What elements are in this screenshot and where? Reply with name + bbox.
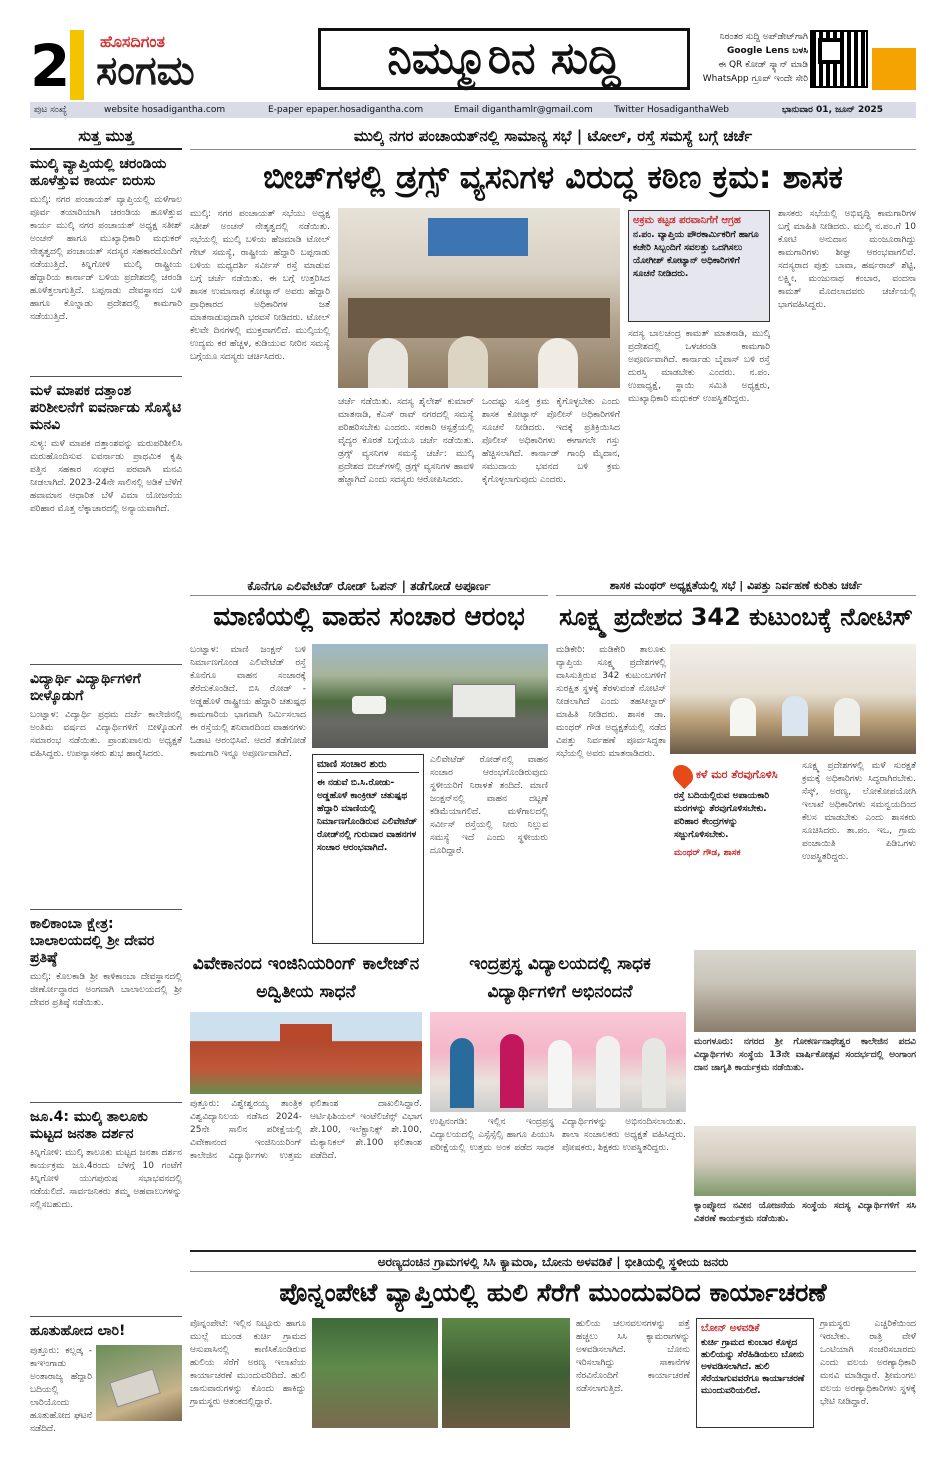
felicitation-photo xyxy=(430,1012,686,1112)
quote-title: ಕಳೆ ಮರ ತೆರವುಗೊಳಿಸಿ xyxy=(696,768,778,781)
epaper-link[interactable]: E-paper epaper.hosadigantha.com xyxy=(268,105,424,115)
story5-body: ಉಪ್ಪಿನಂಗಡಿ: ಇಲ್ಲಿನ ಇಂದ್ರಪ್ರಸ್ಥ ವಿದ್ಯಾಲಯದಲ್ಲಿ ಎಸ್ಸೆಸ್ಸೆಲ್ಸಿ ಹಾಗೂ ಪಿಯುಸಿ ಪರೀಕ್ಷೆಯಲ್ಲಿ ಉತ್ತಮ ಅಂಕ ಪಡೆದ ಸಾಧಕ ವಿದ್ಯಾರ್ಥಿಗಳನ್ನು ಅಭಿನಂದಿಸಲಾಯಿತು. ಶಾಲಾ ಸಂಚಾಲಕರು ಅಧ್ಯಕ್ಷತೆ ವಹಿಸಿದ್ದರು. ಪೋಷಕರು, ಶಿಕ್ಷಕರು ಉಪಸ್ಥಿತರಿದ್ದರು. xyxy=(430,1117,686,1153)
story2-column: ಬಂಟ್ವಾಳ: ಮಾಣಿ ಜಂಕ್ಷನ್ ಬಳಿ ನಿರ್ಮಾಣಗೊಂಡ ಎಲಿವೇಟೆಡ್ ರಸ್ತೆ ಕೊನೆಗೂ ವಾಹನ ಸಂಚಾರಕ್ಕೆ ತೆರೆದುಕೊಂಡಿದೆ. ಬಿಸಿ ರೋಡ್ - ಅಡ್ಡಹೊಳೆ ರಾಷ್ಟ್ರೀಯ ಹೆದ್ದಾರಿ ಚತುಷ್ಪಥ ಕಾಮಗಾರಿಯ ಭಾಗವಾಗಿ ನಿರ್ಮಿಸಲಾದ ಈ ರಸ್ತೆಯಲ್ಲಿ ಶನಿವಾರದಿಂದ ವಾಹನಗಳು ಓಡಾಟ ಆರಂಭಿಸಿವೆ. ಆದರೆ ತಡೆಗೋಡೆ ಕಾಮಗಾರಿ ಇನ್ನೂ ಅಪೂರ್ಣವಾಗಿದೆ. xyxy=(190,645,306,759)
qr-line: Google Lens ಬಳಸಿ xyxy=(726,46,808,56)
lorry-photo xyxy=(96,1345,182,1421)
story6-body: ಮಂಗಳೂರು: ನಗರದ ಶ್ರೀ ಗೋಕರ್ಣನಾಥೇಶ್ವರ ಕಾಲೇಜಿನ ಪದವಿ ವಿದ್ಯಾರ್ಥಿಗಳು ಸಂಸ್ಥೆಯ 13ನೇ ವಾರ್ಷಿಕೋತ್ಸವ ಸಂದರ್ಭದಲ್ಲಿ ಅಂಗಾಂಗ ದಾನ ಜಾಗೃತಿ ಕಾರ್ಯಕ್ರಮ ನಡೆಯಿತು. xyxy=(694,1037,916,1073)
story7-box xyxy=(696,1318,814,1428)
story2-box-title: ಮಾಣಿ ಸಂಚಾರ ಶುರು xyxy=(317,759,419,773)
story2-headline: ಮಾಣಿಯಲ್ಲಿ ವಾಹನ ಸಂಚಾರ ಆರಂಭ xyxy=(213,602,525,632)
story7-column: ಹುಲಿಯ ಚಲನವಲನಗಳನ್ನು ಪತ್ತೆ ಹಚ್ಚಲು ಸಿಸಿ ಕ್ಯಾಮರಾಗಳನ್ನು ಅಳವಡಿಸಲಾಗಿದೆ. ಬೋನು ಇರಿಸಲಾಗಿದ್ದು ಸಾಕಾನೆಗಳ ನೆರವಿನೊಂದಿಗೆ ಕಾರ್ಯಾಚರಣೆ ನಡೆಸಲಾಗುತ್ತಿದೆ. xyxy=(576,1319,690,1394)
qr-line: ನಿರಂತರ ಸುದ್ದಿ ಅಪ್‌ಡೇಟ್‌ಗಾಗಿ xyxy=(719,32,808,42)
website-link[interactable]: website hosadigantha.com xyxy=(104,105,226,115)
page-number: 2 xyxy=(30,32,71,100)
sapling-photo xyxy=(694,1126,916,1196)
story4-body: ಪುತ್ತೂರು: ವಿಶ್ವೇಶ್ವರಯ್ಯ ತಾಂತ್ರಿಕ ವಿಶ್ವವಿದ್ಯಾನಿಲಯ ನಡೆಸಿದ 2024-25ನೇ ಸಾಲಿನ ಪರೀಕ್ಷೆಯಲ್ಲಿ ವಿವೇಕಾನಂದ ಇಂಜಿನಿಯರಿಂಗ್ ಕಾಲೇಜಿನ ವಿದ್ಯಾರ್ಥಿಗಳು ಉತ್ತಮ ಫಲಿತಾಂಶ ದಾಖಲಿಸಿದ್ದಾರೆ. ಆರ್ಟಿಫಿಶಿಯಲ್ ಇಂಟೆಲಿಜೆನ್ಸ್ ವಿಭಾಗ ಶೇ.100, ಇಲೆಕ್ಟ್ರಾನಿಕ್ಸ್ ಶೇ.100, ಮೆಕ್ಯಾನಿಕಲ್ ಶೇ.100 ಫಲಿತಾಂಶ ಪಡೆದಿದೆ. xyxy=(190,1099,422,1161)
sidebar-story-title: ಜೂ.4: ಮುಲ್ಕಿ ತಾಲೂಕು ಮಟ್ಟದ ಜನತಾ ದರ್ಶನ xyxy=(30,1109,148,1142)
lead-column: ಚರ್ಚೆ ನಡೆಯಿತು. ಸದಸ್ಯ ಶೈಲೇಶ್ ಕುಮಾರ್ ಮಾತನಾಡಿ, ಕೆಎಸ್ ರಾವ್ ನಗರದಲ್ಲಿ ಸಮಸ್ಯೆ ಪರಿಹರಿಸಬೇಕು ಎಂದರು. ಸರಕಾರಿ ಆಸ್ಪತ್ರೆಯಲ್ಲಿ ವೈದ್ಯರ ಕೊರತೆ ಬಗ್ಗೆಯೂ ಚರ್ಚೆ ನಡೆಯಿತು. ಡ್ರಗ್ಸ್ ವ್ಯಸನಿಗಳ ಸಮಸ್ಯೆ ಚರ್ಚೆ: ಮುಲ್ಕಿ ಪ್ರದೇಶದ ಬೀಚ್‌ಗಳಲ್ಲಿ ಡ್ರಗ್ಸ್ ವ್ಯಸನಿಗಳ ಹಾವಳಿ ಹೆಚ್ಚಾಗಿದೆ ಎಂದು ಸದಸ್ಯರು ಆರೋಪಿಸಿದರು. xyxy=(338,397,474,485)
lead-sidebox-title: ಅಕ್ರಮ ಕಟ್ಟಡ ಪರವಾನಿಗೆಗೆ ಆಗ್ರಹ xyxy=(633,215,741,226)
sidebar-story-body: ಸುಳ್ಯ: ಮಳೆ ಮಾಪಕ ದತ್ತಾಂಶವನ್ನು ಮರುಪರಿಶೀಲಿಸಿ ಮರುಹೊಂದಿಸುವ ಐವರ್ನಾಡು ಪ್ರಾಥಮಿಕ ಕೃಷಿ ಪತ್ತಿನ ಸಹಕಾರ ಸಂಘದ ಪರವಾಗಿ ಮನವಿ ನೀಡಲಾಗಿದೆ. 2023-24ನೇ ಸಾಲಿನಲ್ಲಿ ಅಡಿಕೆ ಬೆಳೆಗೆ ಹವಾಮಾನ ಆಧಾರಿತ ಬೆಳೆ ವಿಮಾ ಯೋಜನೆಯ ಪರಿಹಾರ ಮೊತ್ತ ಲೆಕ್ಕಾಚಾರದಲ್ಲಿ ಅನ್ಯಾಯವಾಗಿದೆ. xyxy=(30,439,182,514)
masthead-orange-tab xyxy=(872,48,916,90)
lead-headline: ಬೀಚ್‌ಗಳಲ್ಲಿ ಡ್ರಗ್ಸ್ ವ್ಯಸನಿಗಳ ವಿರುದ್ಧ ಕಠಿಣ ಕ್ರಮ: ಶಾಸಕ xyxy=(263,158,843,196)
twitter-link[interactable]: Twitter HosadiganthaWeb xyxy=(614,105,730,115)
sidebar-story xyxy=(30,376,182,654)
qr-line: ಈ QR ಕೋಡ್ ಸ್ಕ್ಯಾನ್ ಮಾಡಿ xyxy=(718,60,808,70)
story4-headline: ವಿವೇಕಾನಂದ ಇಂಜಿನಿಯರಿಂಗ್ ಕಾಲೇಜ್‌ನ ಅದ್ವಿತೀಯ ಸಾಧನೆ xyxy=(192,954,420,1002)
sidebar-story-body: ಮುಲ್ಕಿ: ಕೊಲಕಾಡಿ ಶ್ರೀ ಕಾಳಿಕಾಂಬಾ ದೇವಸ್ಥಾನದಲ್ಲಿ ಜೀರ್ಣೋದ್ಧಾರದ ಅಂಗವಾಗಿ ಬಾಲಾಲಯದಲ್ಲಿ ಶ್ರೀ ದೇವರ ಪ್ರತಿಷ್ಠೆ ನಡೆಯಿತು. xyxy=(30,972,182,1008)
forest-team-photo xyxy=(312,1318,438,1428)
sidebar xyxy=(30,124,182,1434)
lead-sidebox-body: ನ.ಪಂ. ವ್ಯಾಪ್ತಿಯ ಪೌರಕಾರ್ಮಿಕರಿಗೆ ಹಾಗೂ ಕಚೇರಿ ಸಿಬ್ಬಂದಿಗೆ ಸವಲತ್ತು ಒದಗಿಸಲು ಯೋಗೀಶ್ ಕೋಟ್ಯಾನ್ ಅಧಿಕಾರಿಗಳಿಗೆ ಸೂಚನೆ ನೀಡಿದರು. xyxy=(633,230,759,279)
story7-column: ಗ್ರಾಮಸ್ಥರು ಎಚ್ಚರಿಕೆಯಿಂದ ಇರಬೇಕು. ರಾತ್ರಿ ವೇಳೆ ಒಂಟಿಯಾಗಿ ಸಂಚರಿಸಬಾರದು ಎಂದು ವಲಯ ಅರಣ್ಯಾಧಿಕಾರಿ ಮನವಿ ಮಾಡಿದ್ದಾರೆ. ಶ್ರೀಮಂಗಲ ವಲಯ ಅರಣ್ಯಾಧಿಕಾರಿಗಳು ಸ್ಥಳಕ್ಕೆ ಭೇಟಿ ನೀಡಿದ್ದಾರೆ. xyxy=(820,1319,916,1407)
supplement-title: ನಿಮ್ಮೂರಿನ ಸುದ್ದಿ xyxy=(318,28,690,90)
sidebar-story xyxy=(30,909,182,1095)
issue-date: ಭಾನುವಾರ 01, ಜೂನ್ 2025 xyxy=(782,105,884,115)
brand-small: ಹೊಸದಿಗಂತ xyxy=(100,32,165,51)
story7-box-body: ಕುರ್ಚಿ ಗ್ರಾಮದ ಕುಂಬಾರ ಕೊಳ್ಳದ ಹುಲಿಯನ್ನು ಸೆರೆಹಿಡಿಯಲು ಬೋನು ಅಳವಡಿಸಲಾಗಿದೆ. ಹುಲಿ ಸೆರೆಯಾಗುವವರೆಗೂ ಕಾರ್ಯಾಚರಣೆ ಮುಂದುವರಿಯಲಿದೆ. xyxy=(701,1338,805,1396)
story3-column: ಮಡಿಕೇರಿ: ಮಡಿಕೇರಿ ತಾಲೂಕು ವ್ಯಾಪ್ತಿಯ ಸೂಕ್ಷ್ಮ ಪ್ರದೇಶಗಳಲ್ಲಿ ವಾಸಿಸುತ್ತಿರುವ 342 ಕುಟುಂಬಗಳಿಗೆ ಸುರಕ್ಷಿತ ಸ್ಥಳಕ್ಕೆ ತೆರಳುವಂತೆ ನೋಟಿಸ್ ನೀಡಲಾಗಿದೆ ಎಂದು ತಹಸೀಲ್ದಾರ್ ಮಾಹಿತಿ ನೀಡಿದರು. ಶಾಸಕ ಡಾ. ಮಂಥರ್ ಗೌಡ ಅಧ್ಯಕ್ಷತೆಯಲ್ಲಿ ನಡೆದ ವಿಪತ್ತು ನಿರ್ವಹಣೆ ಪೂರ್ವಸಿದ್ಧತಾ ಸಭೆಯಲ್ಲಿ ಅವರು ಮಾತನಾಡಿದರು. xyxy=(556,645,666,759)
college-photo xyxy=(190,1012,422,1094)
lead-column: ಒಂದಷ್ಟು ಸೂಕ್ತ ಕ್ರಮ ಕೈಗೊಳ್ಳಬೇಕು ಎಂದು ಶಾಸಕ ಕೋಟ್ಯಾನ್ ಪೊಲೀಸ್ ಅಧಿಕಾರಿಗಳಿಗೆ ಸೂಚನೆ ನೀಡಿದರು. ಇದಕ್ಕೆ ಪ್ರತಿಕ್ರಿಯಿಸಿದ ಪೊಲೀಸ್ ಅಧಿಕಾರಿಗಳು ಈಗಾಗಲೇ ಗಸ್ತು ಹೆಚ್ಚಿಸಲಾಗಿದೆ. ಕಾರ್ನಾಡ್ ಗಾಂಧಿ ಮೈದಾನ, ಸಮುದಾಯ ಭವನದ ಬಳಿ ಕ್ರಮ ಕೈಗೊಳ್ಳಲಾಗುವುದು ಎಂದರು. xyxy=(482,397,620,485)
sidebar-story-title: ವಿದ್ಯಾರ್ಥಿ ವಿದ್ಯಾರ್ಥಿಗಳಿಗೆ ಬೀಳ್ಕೊಡುಗೆ xyxy=(30,671,141,704)
story3-quote xyxy=(670,760,796,944)
lead-sidebox xyxy=(628,210,770,322)
quote-body: ರಸ್ತೆ ಬದಿಯಲ್ಲಿರುವ ಅಪಾಯಕಾರಿ ಮರಗಳನ್ನು ತೆರವುಗೊಳಿಸಬೇಕು. ಪರಿಹಾರ ಕೇಂದ್ರಗಳನ್ನು ಸಜ್ಜುಗೊಳಿಸಬೇಕು. xyxy=(674,791,770,840)
sidebar-story-title: ಮಳೆ ಮಾಪಕ ದತ್ತಾಂಶ ಪರಿಶೀಲನೆಗೆ ಐವರ್ನಾಡು ಸೊಸೈಟಿ ಮನವಿ xyxy=(30,383,182,433)
sidebar-section-title: ಸುತ್ತ ಮುತ್ತ xyxy=(78,127,134,145)
sidebar-story-title: ಹೂತುಹೋದ ಲಾರಿ! xyxy=(30,1323,126,1339)
email-link[interactable]: Email diganthamlr@gmail.com xyxy=(454,105,593,115)
college-group-photo xyxy=(694,950,916,1032)
sidebar-story-body: ಬಂಟ್ವಾಳ: ವಿದ್ಯಾರ್ಥಿ ಪ್ರಥಮ ದರ್ಜೆ ಕಾಲೇಜಿನಲ್ಲಿ ಅಂತಿಮ ವರ್ಷದ ವಿದ್ಯಾರ್ಥಿಗಳಿಗೆ ಬೀಳ್ಕೊಡುಗೆ ಸಮಾರಂಭ ನಡೆಯಿತು. ಪ್ರಾಂಶುಪಾಲರು ಅಧ್ಯಕ್ಷತೆ ವಹಿಸಿದ್ದರು. ಉಪನ್ಯಾಸಕರು ಶುಭ ಹಾರೈಸಿದರು. xyxy=(30,710,182,759)
story3-column: ಸೂಕ್ಷ್ಮ ಪ್ರದೇಶಗಳಲ್ಲಿ ಮಳೆ ಸುರಕ್ಷತೆ ಕ್ರಮಕ್ಕೆ ಅಧಿಕಾರಿಗಳು ಸಿದ್ಧರಾಗಿರಬೇಕು. ಸೆಸ್ಕ್, ಅರಣ್ಯ, ಲೋಕೋಪಯೋಗಿ ಇಲಾಖೆ ಅಧಿಕಾರಿಗಳು ಸಮನ್ವಯದಿಂದ ಕೆಲಸ ಮಾಡಬೇಕು ಎಂದು ಶಾಸಕರು ಸೂಚಿಸಿದರು. ತಾ.ಪಂ. ಇಒ, ಗ್ರಾಮ ಪಂಚಾಯಿತಿ ಪಿಡಿಒಗಳು ಉಪಸ್ಥಿತರಿದ್ದರು. xyxy=(802,761,916,862)
story2-column: ಎಲಿವೇಟೆಡ್ ರೋಡ್‌ನಲ್ಲಿ ವಾಹನ ಸಂಚಾರ ಆರಂಭಗೊಂಡಿರುವುದು ಸ್ಥಳೀಯರಿಗೆ ನಿರಾಳತೆ ತಂದಿದೆ. ಮಾಣಿ ಜಂಕ್ಷನ್‌ನಲ್ಲಿ ವಾಹನ ದಟ್ಟಣೆ ಕಡಿಮೆಯಾಗಲಿದೆ. ಮಳೆಗಾಲದಲ್ಲಿ ಸರ್ವೀಸ್ ರಸ್ತೆಯಲ್ಲಿ ನೀರು ನಿಲ್ಲುವ ಸಮಸ್ಯೆ ಇದೆ ಎಂದು ಸ್ಥಳೀಯರು ದೂರಿದ್ದಾರೆ. xyxy=(430,755,548,856)
qr-code-icon[interactable] xyxy=(810,30,868,88)
masthead xyxy=(0,0,945,100)
sidebar-story xyxy=(30,664,182,902)
sidebar-story xyxy=(30,156,182,366)
story3-kicker-row xyxy=(556,576,916,596)
story2-kicker-row xyxy=(190,576,548,596)
lead-column: ಶಾಸಕರು ಸಭೆಯಲ್ಲಿ ಅಭಿವೃದ್ಧಿ ಕಾಮಗಾರಿಗಳ ಬಗ್ಗೆ ಮಾಹಿತಿ ನೀಡಿದರು. ಮುಲ್ಕಿ ನ.ಪಂ.ಗೆ 10 ಕೋಟಿ ಅನುದಾನ ಮಂಜೂರಾಗಿದ್ದು ಕಾಮಗಾರಿಗಳು ಶೀಘ್ರ ಆರಂಭವಾಗಲಿವೆ. ಸದಸ್ಯರಾದ ಪುತ್ತು ಬಾವಾ, ಹರ್ಷರಾಜ್ ಶೆಟ್ಟಿ, ಲಕ್ಷ್ಮೀ, ಮಂಜುನಾಥ ಕಂಬಾರ, ವಂದನಾ ಕಾಮತ್ ಮೊದಲಾದವರು ಚರ್ಚೆಯಲ್ಲಿ ಭಾಗವಹಿಸಿದ್ದರು. xyxy=(778,209,916,310)
page-label: ಪುಟ ಸಂಖ್ಯೆ xyxy=(34,105,67,115)
sidebar-story-body: ಪುತ್ತೂರು: ಕಲ್ಲಡ್ಕ - ಕಾಞಂಗಾಡು ಅಂತಾರಾಜ್ಯ ಹೆದ್ದಾರಿ ಬದಿಯಲ್ಲಿ ಲಾರಿಯೊಂದು ಹೂತುಹೋದ ಘಟನೆ ನಡೆದಿದೆ. xyxy=(30,1346,92,1434)
meeting-photo xyxy=(670,644,916,754)
story7-column: ಪೊನ್ನಂಪೇಟೆ: ಇಲ್ಲಿನ ನಿಟ್ಟೂರು ಹಾಗೂ ಮುಲ್ಲೆ ಮುಂಡ ಕುರ್ಚಿ ಗ್ರಾಮದ ಆಸುಪಾಸಿನಲ್ಲಿ ಕಾಣಿಸಿಕೊಂಡಿರುವ ಹುಲಿಯ ಸೆರೆಗೆ ಅರಣ್ಯ ಇಲಾಖೆಯ ಕಾರ್ಯಾಚರಣೆ ಮುಂದುವರಿದಿದೆ. ಹುಲಿ ಜಾನುವಾರುಗಳನ್ನು ಕೊಂದು ಹಾಕಿದ್ದು ಗ್ರಾಮಸ್ಥರು ಆತಂಕದಲ್ಲಿದ್ದಾರೆ. xyxy=(190,1319,306,1407)
sidebar-story-title: ಕಾಲಿಕಾಂಬಾ ಕ್ಷೇತ್ರ: ಬಾಲಾಲಯದಲ್ಲಿ ಶ್ರೀ ದೇವರ ಪ್ರತಿಷ್ಠೆ xyxy=(30,916,155,966)
story3-kicker: ಶಾಸಕ ಮಂಥರ್ ಅಧ್ಯಕ್ಷತೆಯಲ್ಲಿ ಸಭೆ | ವಿಪತ್ತು ನಿರ್ವಹಣೆ ಕುರಿತು ಚರ್ಚೆ xyxy=(609,579,863,592)
sidebar-story xyxy=(30,1316,182,1434)
info-strip xyxy=(30,102,916,118)
lead-column: ಸದಸ್ಯ ಬಾಲಚಂದ್ರ ಕಾಮತ್ ಮಾತನಾಡಿ, ಮುಲ್ಕಿ ಪ್ರದೇಶದಲ್ಲಿ ಒಳಚರಂಡಿ ಕಾಮಗಾರಿ ಅಪೂರ್ಣವಾಗಿದೆ. ಕಾರ್ನಾಡು ಬೈಪಾಸ್ ಬಳಿ ರಸ್ತೆ ದುರಸ್ತಿ ಮಾಡಬೇಕು ಎಂದರು. ನ.ಪಂ. ಉಪಾಧ್ಯಕ್ಷೆ, ಸ್ಥಾಯಿ ಸಮಿತಿ ಅಧ್ಯಕ್ಷರು, ಮುಖ್ಯಾಧಿಕಾರಿ ಮಧುಕರ್ ಉಪಸ್ಥಿತರಿದ್ದರು. xyxy=(628,329,770,404)
sidebar-story-body: ಕಿನ್ನಿಗೋಳಿ: ಮುಲ್ಕಿ ತಾಲೂಕು ಮಟ್ಟದ ಜನತಾ ದರ್ಶನ ಕಾರ್ಯಕ್ರಮ ಜೂ.4ರಂದು ಬೆಳಗ್ಗೆ 10 ಗಂಟೆಗೆ ಕಿನ್ನಿಗೋಳಿ ಯುಗಪುರುಷ ಸಭಾಭವನದಲ್ಲಿ ನಡೆಯಲಿದೆ. ಸಾರ್ವಜನಿಕರು ತಮ್ಮ ಅಹವಾಲುಗಳನ್ನು ಸಲ್ಲಿಸಬಹುದು. xyxy=(30,1148,182,1210)
story7-kicker-row xyxy=(190,1250,916,1272)
lead-meeting-photo xyxy=(338,208,620,388)
quote-author: ಮಂಥರ್ ಗೌಡ, ಶಾಸಕ xyxy=(674,848,741,858)
lead-kicker-row xyxy=(190,124,916,150)
brand-main: ಸಂಗಮ xyxy=(96,48,195,94)
story2-box xyxy=(312,754,424,944)
story5-headline: ಇಂದ್ರಪ್ರಸ್ಥ ವಿದ್ಯಾಲಯದಲ್ಲಿ ಸಾಧಕ ವಿದ್ಯಾರ್ಥಿಗಳಿಗೆ ಅಭಿನಂದನೆ xyxy=(469,954,651,1002)
story6-caption: ಕ್ಯಾಂಪ್ಕೋದ ನವೀನ ಯೋಜನೆಯ ಸಂಸ್ಥೆಯ ಸದಸ್ಯ ವಿದ್ಯಾರ್ಥಿಗಳಿಗೆ ಸಸಿ ವಿತರಣೆ ಕಾರ್ಯಕ್ರಮ ನಡೆಯಿತು. xyxy=(694,1201,916,1224)
story2-box-body: ಈ ನಡುವೆ ಬಿ.ಸಿ.ರೋಡು-ಅಡ್ಡಹೊಳೆ ಕಾಂಕ್ರೀಟ್ ಚತುಷ್ಪಥ ಹೆದ್ದಾರಿ ಮಾಣಿಯಲ್ಲಿ ನಿರ್ಮಾಣಗೊಂಡಿರುವ ಎಲಿವೇಟೆಡ್ ರೋಡ್‌ನಲ್ಲಿ ಗುರುವಾರ ವಾಹನಗಳ ಸಂಚಾರ ಆರಂಭವಾಗಿದೆ. xyxy=(317,778,418,853)
mani-road-photo xyxy=(312,644,548,748)
story2-kicker: ಕೊನೆಗೂ ಎಲಿವೇಟೆಡ್ ರೋಡ್ ಓಪನ್ | ತಡೆಗೋಡೆ ಅಪೂರ್ಣ xyxy=(247,579,491,593)
story7-box-title: ಬೋನ್ ಅಳವಡಿಕೆ xyxy=(701,1323,760,1334)
sidebar-header xyxy=(30,124,182,150)
forest-photo xyxy=(442,1318,570,1428)
quote-header xyxy=(674,764,792,786)
story7-headline: ಪೊನ್ನಂಪೇಟೆ ವ್ಯಾಪ್ತಿಯಲ್ಲಿ ಹುಲಿ ಸೆರೆಗೆ ಮುಂದುವರಿದ ಕಾರ್ಯಾಚರಣೆ xyxy=(279,1278,827,1307)
lead-column: ಮುಲ್ಕಿ: ನಗರ ಪಂಚಾಯತ್ ಸಭೆಯು ಅಧ್ಯಕ್ಷ ಸತೀಶ್ ಅಂಚನ್ ನೇತೃತ್ವದಲ್ಲಿ ನಡೆಯಿತು. ಸಭೆಯಲ್ಲಿ ಮುಲ್ಕಿ ಬಳಿಯ ಹೆಜಮಾಡಿ ಟೋಲ್ ಗೇಟ್ ಸಮಸ್ಯೆ, ರಾಷ್ಟ್ರೀಯ ಹೆದ್ದಾರಿ ಬಪ್ಪನಾಡು ಬಳಿಯ ಮಧ್ಯದರ್ಶಿ ಸರ್ವೀಸ್ ರಸ್ತೆ ಮಾಡುವ ಬಗ್ಗೆ ಚರ್ಚೆ ನಡೆಯಿತು. ಈ ಬಗ್ಗೆ ಉತ್ತರಿಸಿದ ಶಾಸಕ ಉಮಾನಾಥ ಕೋಟ್ಯಾನ್ ಅವರು ಹೆದ್ದಾರಿ ಪ್ರಾಧಿಕಾರದ ಅಧಿಕಾರಿಗಳ ಜತೆ ಮಾತನಾಡುವುದಾಗಿ ಭರವಸೆ ನೀಡಿದರು. ಟೋಲ್ ಕೆಲವೇ ದಿನಗಳಲ್ಲಿ ಮುಕ್ತವಾಗಲಿದೆ. ಮುಲ್ಕಿಯಲ್ಲಿ ಉದ್ಯಮ ಕರ ಹೆಚ್ಚಳ, ಕುಡಿಯುವ ನೀರಿನ ಸಮಸ್ಯೆ ಬಗ್ಗೆಯೂ ಸದಸ್ಯರು ಚರ್ಚಿಸಿದರು. xyxy=(190,209,330,362)
sidebar-story-title: ಮುಲ್ಕಿ ವ್ಯಾಪ್ತಿಯಲ್ಲಿ ಚರಂಡಿಯ ಹೂಳೆತ್ತುವ ಕಾರ್ಯ ಬಿರುಸು xyxy=(30,156,167,189)
lead-kicker: ಮುಲ್ಕಿ ನಗರ ಪಂಚಾಯತ್‌ನಲ್ಲಿ ಸಾಮಾನ್ಯ ಸಭೆ | ಟೋಲ್, ರಸ್ತೆ ಸಮಸ್ಯೆ ಬಗ್ಗೆ ಚರ್ಚೆ xyxy=(353,127,753,145)
sidebar-story xyxy=(30,1102,182,1308)
masthead-accent xyxy=(70,30,84,100)
story7-kicker: ಅರಣ್ಯದಂಚಿನ ಗ್ರಾಮಗಳಲ್ಲಿ ಸಿಸಿ ಕ್ಯಾಮರಾ, ಬೋನು ಅಳವಡಿಕೆ | ಭೀತಿಯಲ್ಲಿ ಸ್ಥಳೀಯ ಜನರು xyxy=(377,1255,729,1269)
flame-icon xyxy=(669,761,697,789)
qr-instructions xyxy=(700,30,808,86)
story3-headline: ಸೂಕ್ಷ್ಮ ಪ್ರದೇಶದ 342 ಕುಟುಂಬಕ್ಕೆ ನೋಟಿಸ್ xyxy=(559,603,913,631)
sidebar-story-body: ಮುಲ್ಕಿ: ನಗರ ಪಂಚಾಯತ್ ವ್ಯಾಪ್ತಿಯಲ್ಲಿ ಮಳೆಗಾಲ ಪೂರ್ವ ತಯಾರಿಯಾಗಿ ಚರಂಡಿಯ ಹೂಳೆತ್ತುವ ಕಾರ್ಯ ಮುಲ್ಕಿ ನಗರ ಪಂಚಾಯತ್ ಅಧ್ಯಕ್ಷ ಸತೀಶ್ ಅಂಚನ್ ಹಾಗೂ ಮುಖ್ಯಾಧಿಕಾರಿ ಮಧುಕರ್ ನೇತೃತ್ವದಲ್ಲಿ ಪಂಚಾಯತ್ ಸದಸ್ಯರ ಸಹಕಾರದೊಂದಿಗೆ ನಡೆಯುತ್ತಿದೆ. ಕಿನ್ನಿಗೋಳಿ ಮುಲ್ಕಿ ರಾಷ್ಟ್ರೀಯ ಹೆದ್ದಾರಿಯ ಕಾರ್ನಾಡ್ ಬಳಿಯ ಪ್ರದೇಶದಲ್ಲಿ ಚರಂಡಿ ಹೂಳೆತ್ತಲಾಗುತ್ತಿದೆ. ಬಪ್ಪನಾಡು ದೇವಸ್ಥಾನದ ಬಳಿ ಹಾಗೂ ಕೊಲ್ನಾಡು ಪ್ರದೇಶದಲ್ಲಿ ಕಾಮಗಾರಿ ನಡೆಯುತ್ತಿದೆ. xyxy=(30,195,182,322)
qr-line: WhatsApp ಗ್ರೂಪ್ ಇಂದೇ ಸೇರಿ xyxy=(702,74,808,84)
